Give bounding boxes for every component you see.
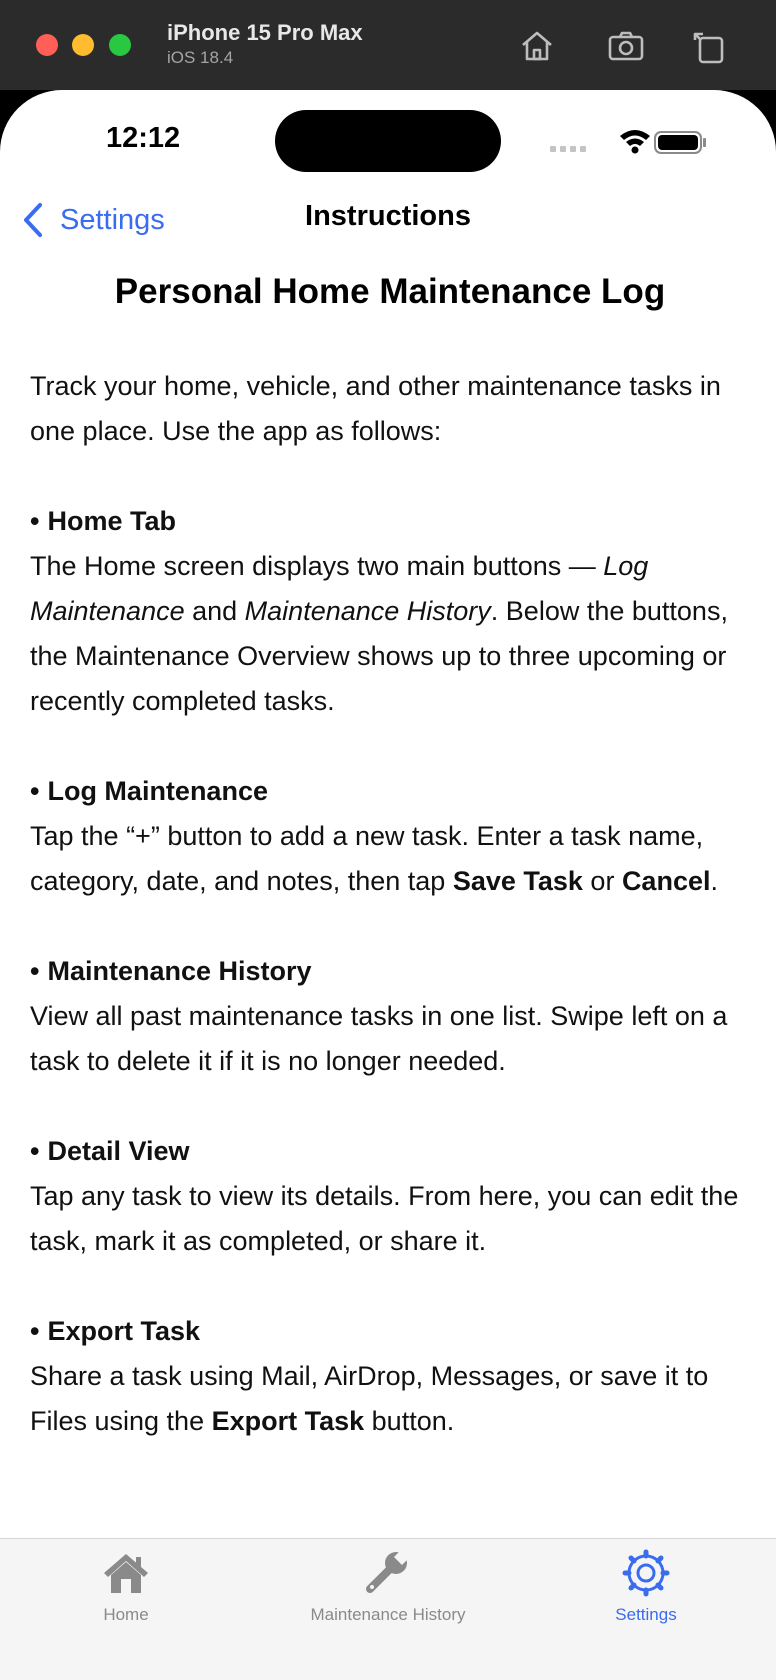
bullet-icon: • [30,506,40,536]
simulator-toolbar [0,0,776,90]
document-title: Personal Home Maintenance Log [114,272,666,311]
bullet-icon: • [30,1136,40,1166]
bullet-icon: • [30,1316,40,1346]
bold-text: Cancel [621,866,711,896]
phone-screen [0,90,776,1680]
house-icon [100,1549,152,1597]
cellular-icon [550,146,586,152]
section-heading-text: Maintenance History [47,956,312,986]
status-icons [550,126,710,156]
section-heading [30,1309,750,1354]
zoom-window-button[interactable] [109,34,131,56]
tab-home[interactable] [76,1549,176,1625]
body-text: and [184,596,245,626]
body-text: Share a task using Mail, AirDrop, Messages, or save it to Files using the [30,1361,709,1436]
body-text: View all past maintenance tasks in one list. Swipe left on a task to delete it if it is no longer needed. [30,1001,728,1076]
minimize-window-button[interactable] [72,34,94,56]
instructions-content [30,270,750,1489]
body-text: . Below the buttons, the Maintenance Overview shows up to three upcoming or recently completed tasks. [30,596,728,716]
section-body [30,544,750,724]
body-text: or [582,866,622,896]
device-name: iPhone 15 Pro Max [167,20,363,45]
instruction-section [30,769,750,904]
screenshot-icon[interactable] [606,26,646,66]
italic-text: Log Maintenance [30,551,649,626]
tab-settings-label: Settings [615,1605,677,1624]
section-body [30,814,750,904]
tab-maintenance-history-label: Maintenance History [310,1605,466,1624]
close-window-button[interactable] [36,34,58,56]
home-icon[interactable] [517,26,557,66]
italic-text: Maintenance History [244,596,491,626]
section-body [30,994,750,1084]
section-heading-text: Export Task [47,1316,201,1346]
wrench-icon [362,1549,414,1597]
instruction-section [30,499,750,724]
instruction-section [30,1309,750,1444]
bullet-icon: • [30,776,40,806]
section-heading [30,949,750,994]
tab-home-label: Home [103,1605,149,1624]
instruction-sections [30,499,750,1444]
tab-settings[interactable] [596,1549,696,1625]
body-text: button. [364,1406,455,1436]
instruction-section [30,949,750,1084]
body-text: Tap any task to view its details. From here, you can edit the task, mark it as completed, or share it. [30,1181,739,1256]
wifi-icon [620,130,650,154]
section-heading-text: Home Tab [47,506,176,536]
status-time: 12:12 [106,122,181,154]
bullet-icon: • [30,956,40,986]
intro-paragraph: Track your home, vehicle, and other maintenance tasks in one place. Use the app as follows: [30,371,721,446]
bold-text: Save Task [452,866,583,896]
section-body [30,1354,750,1444]
section-body [30,1174,750,1264]
bold-text: Export Task [211,1406,365,1436]
body-text: Tap the “+” button to add a new task. Enter a task name, category, date, and notes, then tap [30,821,704,896]
os-version: iOS 18.4 [167,48,234,67]
battery-icon [655,132,706,153]
rotate-icon[interactable] [689,26,729,66]
section-heading [30,769,750,814]
body-text: The Home screen displays two main buttons — [30,551,604,581]
tab-bar [0,1538,776,1680]
tab-maintenance-history[interactable] [288,1549,488,1625]
back-button-label: Settings [60,203,165,236]
section-heading [30,1129,750,1174]
body-text: . [710,866,718,896]
section-heading-text: Log Maintenance [47,776,268,806]
dynamic-island [275,110,501,172]
section-heading-text: Detail View [47,1136,190,1166]
section-heading [30,499,750,544]
gear-icon [620,1549,672,1597]
instruction-section [30,1129,750,1264]
nav-title: Instructions [305,200,471,232]
